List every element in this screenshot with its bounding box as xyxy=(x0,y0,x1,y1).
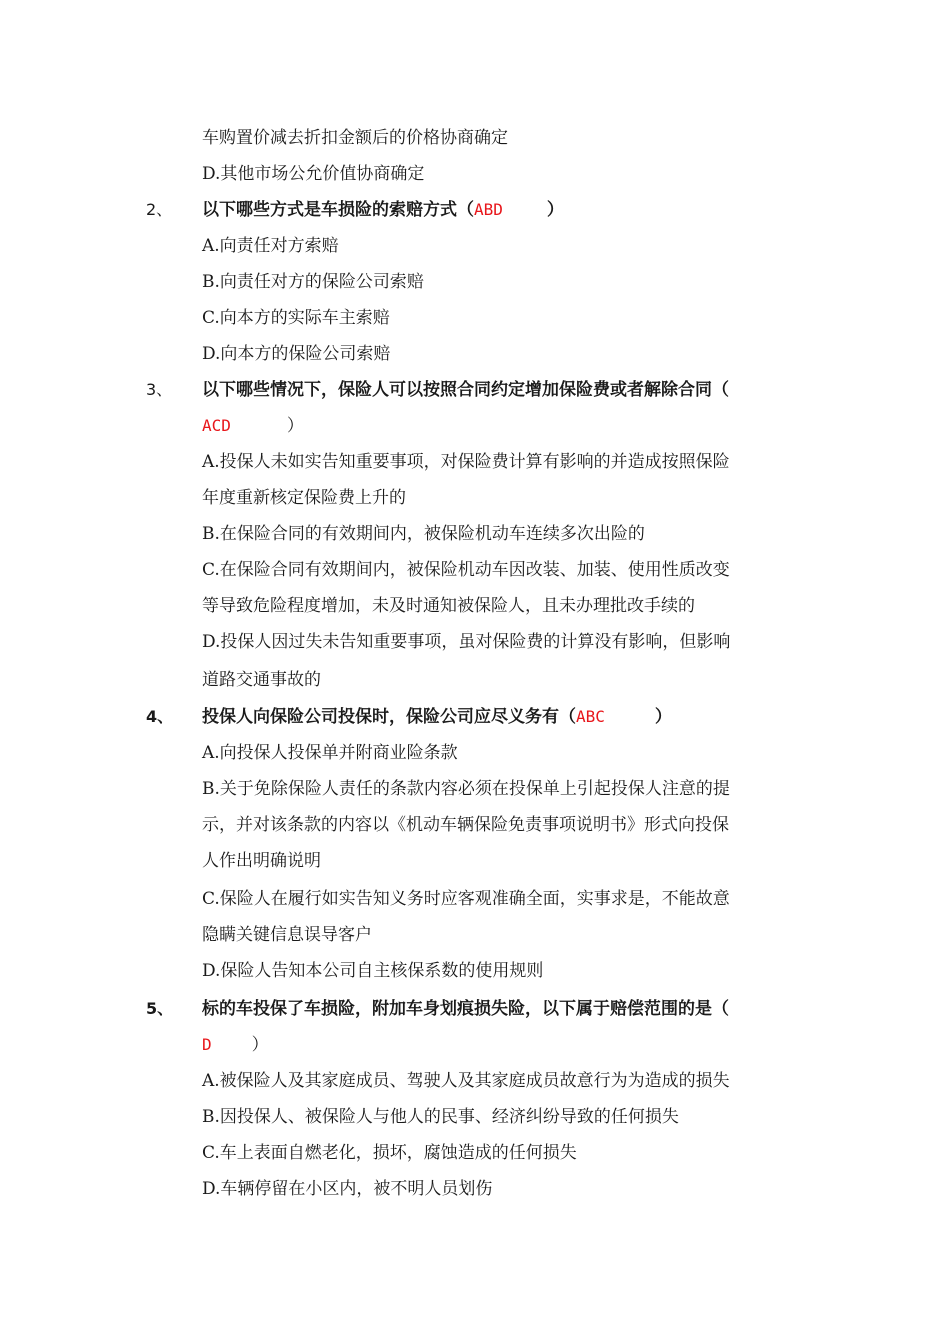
prev-option-d: D.其他市场公允价值协商确定 xyxy=(202,164,425,184)
question-5-answer: D xyxy=(202,1035,212,1054)
question-4-option-b: B.关于免除保险人责任的条款内容必须在投保单上引起投保人注意的提 xyxy=(202,779,730,799)
prev-option-line: 车购置价减去折扣金额后的价格协商确定 xyxy=(202,128,508,148)
question-3-option-d: D.投保人因过失未告知重要事项，虽对保险费的计算没有影响，但影响 xyxy=(202,632,731,652)
question-2-option-b: B.向责任对方的保险公司索赔 xyxy=(202,272,424,292)
question-3-option-b: B.在保险合同的有效期间内，被保险机动车连续多次出险的 xyxy=(202,524,645,544)
question-3-number: 3、 xyxy=(146,380,173,399)
question-2-option-a: A.向责任对方索赔 xyxy=(202,236,339,256)
question-4-text xyxy=(202,706,822,728)
question-4-option-c-cont: 隐瞒关键信息误导客户 xyxy=(202,925,372,945)
question-4-option-c: C.保险人在履行如实告知义务时应客观准确全面，实事求是，不能故意 xyxy=(202,889,730,909)
question-3-text: 以下哪些情况下，保险人可以按照合同约定增加保险费或者解除合同（ xyxy=(202,380,729,400)
question-3-option-a: A.投保人未如实告知重要事项，对保险费计算有影响的并造成按照保险 xyxy=(202,452,730,472)
question-2-text xyxy=(202,199,822,221)
question-3-close: ） xyxy=(286,416,304,436)
question-5-text: 标的车投保了车损险，附加车身划痕损失险，以下属于赔偿范围的是（ xyxy=(202,999,729,1019)
question-2-number: 2、 xyxy=(146,200,173,219)
question-4-option-b-cont2: 人作出明确说明 xyxy=(202,851,321,871)
question-5-number: 5、 xyxy=(146,999,174,1018)
question-4-option-b-cont: 示，并对该条款的内容以《机动车辆保险免责事项说明书》形式向投保 xyxy=(202,815,729,835)
question-5-close: ） xyxy=(251,1035,269,1055)
question-5-option-a: A.被保险人及其家庭成员、驾驶人及其家庭成员故意行为为造成的损失 xyxy=(202,1071,730,1091)
question-3-option-c: C.在保险合同有效期间内，被保险机动车因改装、加装、使用性质改变 xyxy=(202,560,730,580)
question-3-option-d-cont: 道路交通事故的 xyxy=(202,670,321,690)
question-2-close: ） xyxy=(546,200,564,220)
question-4-option-a: A.向投保人投保单并附商业险条款 xyxy=(202,743,458,763)
question-3-option-c-cont: 等导致危险程度增加，未及时通知被保险人，且未办理批改手续的 xyxy=(202,596,695,616)
question-3-answer-line xyxy=(202,415,304,437)
question-2-stem: 以下哪些方式是车损险的索赔方式（ xyxy=(202,200,474,220)
question-3-answer: ACD xyxy=(202,416,231,435)
question-5-option-b: B.因投保人、被保险人与他人的民事、经济纠纷导致的任何损失 xyxy=(202,1107,679,1127)
question-4-option-d: D.保险人告知本公司自主核保系数的使用规则 xyxy=(202,961,544,981)
question-4-stem: 投保人向保险公司投保时，保险公司应尽义务有（ xyxy=(202,707,576,727)
question-2-option-c: C.向本方的实际车主索赔 xyxy=(202,308,390,328)
question-5-option-d: D.车辆停留在小区内，被不明人员划伤 xyxy=(202,1179,493,1199)
question-4-number: 4、 xyxy=(146,707,174,726)
question-5-option-c: C.车上表面自燃老化，损坏，腐蚀造成的任何损失 xyxy=(202,1143,577,1163)
question-2-answer: ABD xyxy=(474,200,503,219)
question-5-answer-line xyxy=(202,1034,269,1056)
question-2-option-d: D.向本方的保险公司索赔 xyxy=(202,344,391,364)
question-3-option-a-cont: 年度重新核定保险费上升的 xyxy=(202,488,406,508)
question-4-answer: ABC xyxy=(576,707,605,726)
question-4-close: ） xyxy=(654,707,672,727)
